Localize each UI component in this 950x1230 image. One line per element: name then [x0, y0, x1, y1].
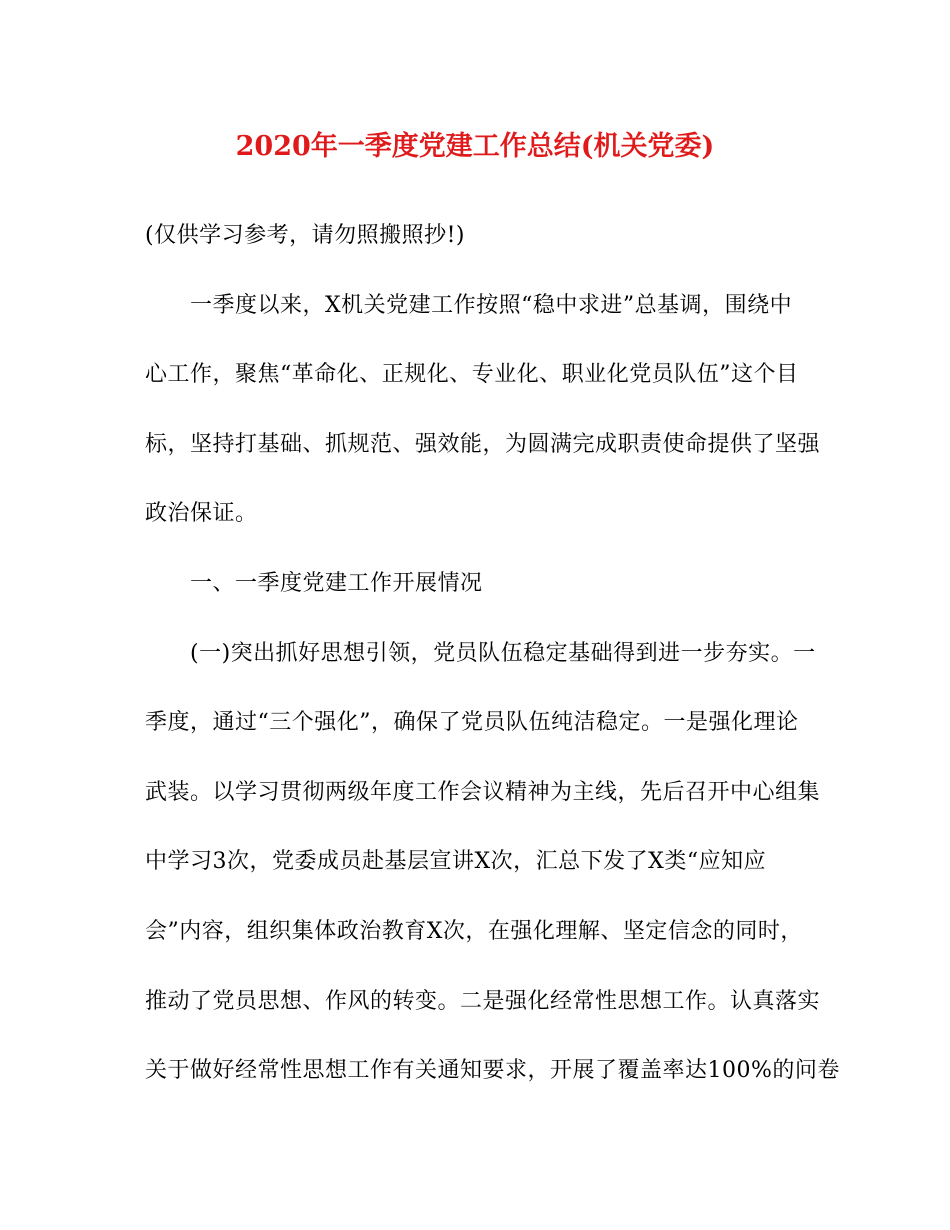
- paragraph-line: 标，坚持打基础、抓规范、强效能，为圆满完成职责使命提供了坚强: [145, 432, 821, 457]
- paragraph-line: 季度，通过“三个强化”，确保了党员队伍纯洁稳定。一是强化理论: [145, 710, 799, 735]
- paragraph-line: 政治保证。: [145, 501, 258, 526]
- paragraph-line: 武装。以学习贯彻两级年度工作会议精神为主线，先后召开中心组集: [145, 780, 821, 805]
- document-title: 2020年一季度党建工作总结(机关党委): [235, 131, 715, 162]
- paragraph-line: 关于做好经常性思想工作有关通知要求，开展了覆盖率达100%的问卷: [145, 1058, 840, 1083]
- paragraph-line: 推动了党员思想、作风的转变。二是强化经常性思想工作。认真落实: [145, 989, 821, 1014]
- section-heading: 一、一季度党建工作开展情况: [190, 571, 483, 596]
- paragraph-line: (一)突出抓好思想引领，党员队伍稳定基础得到进一步夯实。一: [190, 641, 816, 666]
- notice-text: (仅供学习参考，请勿照搬照抄!): [145, 223, 466, 248]
- paragraph-line: 一季度以来，X机关党建工作按照“稳中求进”总基调，围绕中: [190, 293, 793, 318]
- paragraph-line: 中学习3次，党委成员赴基层宣讲X次，汇总下发了X类“应知应: [145, 849, 767, 874]
- paragraph-line: 心工作，聚焦“革命化、正规化、专业化、职业化党员队伍”这个目: [145, 362, 799, 387]
- paragraph-line: 会”内容，组织集体政治教育X次，在强化理解、坚定信念的同时，: [145, 919, 803, 944]
